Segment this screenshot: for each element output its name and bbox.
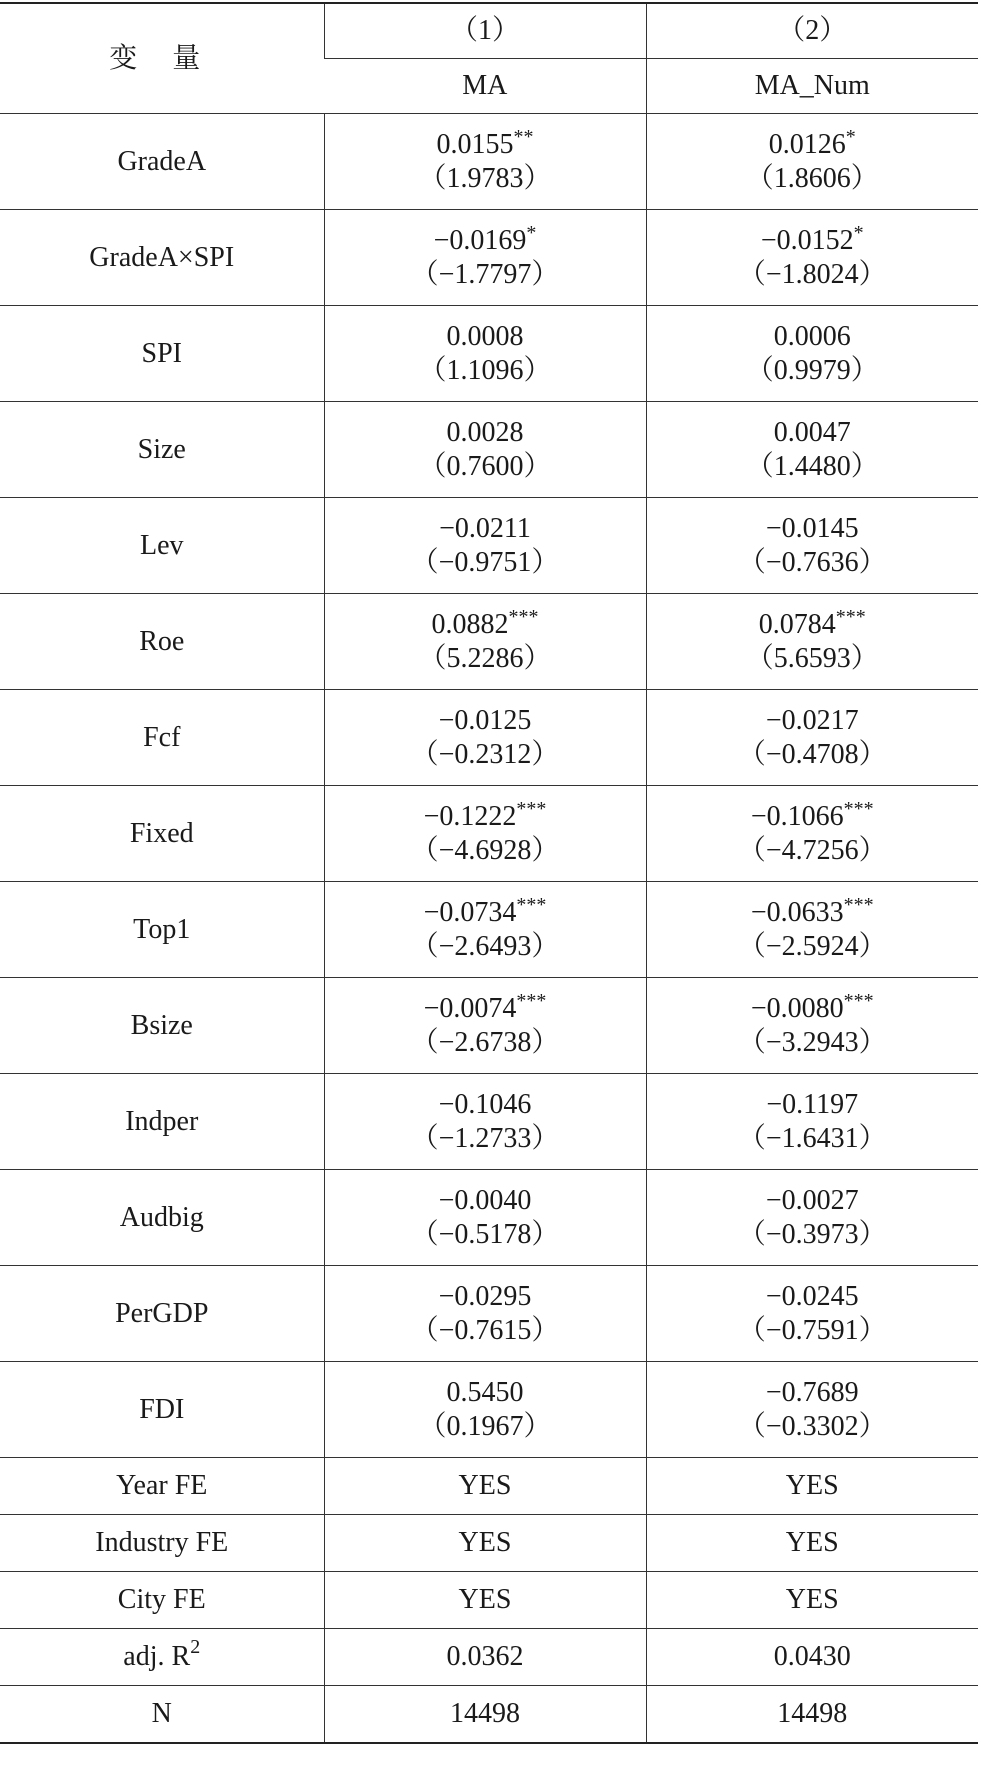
significance-stars: ** bbox=[513, 125, 534, 148]
variable-name: GradeA bbox=[0, 114, 324, 210]
coefficient-line bbox=[647, 416, 979, 450]
estimate-cell-2 bbox=[646, 210, 978, 306]
estimate-cell-1 bbox=[324, 402, 646, 498]
variable-name: Fixed bbox=[0, 786, 324, 882]
regression-table bbox=[0, 2, 978, 1744]
t-statistic: （−0.5178） bbox=[410, 1218, 560, 1250]
summary-label-text: City FE bbox=[117, 1584, 206, 1615]
t-statistic: （5.6593） bbox=[745, 642, 879, 674]
estimate-cell-1 bbox=[324, 1266, 646, 1362]
coefficient-line bbox=[325, 1088, 646, 1122]
summary-value-1: 14498 bbox=[324, 1686, 646, 1744]
coefficient-line bbox=[647, 221, 979, 258]
estimate-cell-1 bbox=[324, 786, 646, 882]
coefficient-value: −0.0074 bbox=[423, 992, 517, 1024]
t-statistic: （0.1967） bbox=[418, 1410, 552, 1442]
t-statistic: （−2.6493） bbox=[410, 930, 560, 962]
coefficient-line bbox=[325, 1184, 646, 1218]
variable-name: GradeA×SPI bbox=[0, 210, 324, 306]
estimate-cell-2 bbox=[646, 882, 978, 978]
coefficient-line bbox=[647, 1280, 979, 1314]
coefficient-value: 0.0047 bbox=[773, 416, 851, 448]
summary-value-1: YES bbox=[324, 1515, 646, 1572]
estimate-cell-2 bbox=[646, 594, 978, 690]
estimate-cell-2 bbox=[646, 1362, 978, 1458]
summary-label-text: N bbox=[151, 1698, 172, 1729]
table-row bbox=[0, 882, 978, 978]
table-row bbox=[0, 402, 978, 498]
coefficient-value: 0.0882 bbox=[431, 608, 509, 640]
t-statistic: （5.2286） bbox=[418, 642, 552, 674]
summary-value-1: 0.0362 bbox=[324, 1629, 646, 1686]
table-row bbox=[0, 1170, 978, 1266]
coefficient-value: 0.0126 bbox=[768, 128, 846, 160]
coefficient-line bbox=[325, 416, 646, 450]
coefficient-line bbox=[325, 1280, 646, 1314]
coefficient-value: −0.0245 bbox=[765, 1280, 859, 1312]
t-statistic: （−1.8024） bbox=[737, 258, 887, 290]
estimate-cell-2 bbox=[646, 786, 978, 882]
column-number-2: （2） bbox=[646, 3, 978, 59]
summary-label bbox=[0, 1515, 324, 1572]
t-statistic: （1.8606） bbox=[745, 162, 879, 194]
variable-name: PerGDP bbox=[0, 1266, 324, 1362]
summary-label-text: adj. R bbox=[123, 1641, 191, 1672]
summary-value-2: 0.0430 bbox=[646, 1629, 978, 1686]
variable-name: Audbig bbox=[0, 1170, 324, 1266]
table-row bbox=[0, 306, 978, 402]
coefficient-line bbox=[647, 893, 979, 930]
significance-stars: * bbox=[526, 221, 537, 244]
variable-name: Fcf bbox=[0, 690, 324, 786]
coefficient-line bbox=[647, 797, 979, 834]
coefficient-value: 0.5450 bbox=[446, 1376, 524, 1408]
t-statistic: （−0.7591） bbox=[737, 1314, 887, 1346]
estimate-cell-1 bbox=[324, 690, 646, 786]
estimate-cell-1 bbox=[324, 210, 646, 306]
t-statistic: （−2.5924） bbox=[737, 930, 887, 962]
coefficient-line bbox=[325, 221, 646, 258]
coefficient-line bbox=[647, 605, 979, 642]
coefficient-value: −0.0295 bbox=[438, 1280, 532, 1312]
estimate-cell-1 bbox=[324, 978, 646, 1074]
t-statistic: （−0.2312） bbox=[410, 738, 560, 770]
coefficient-value: 0.0008 bbox=[446, 320, 524, 352]
t-statistic: （0.7600） bbox=[418, 450, 552, 482]
column-number-1: （1） bbox=[324, 3, 646, 59]
coefficient-line bbox=[325, 125, 646, 162]
coefficient-value: 0.0155 bbox=[436, 128, 514, 160]
estimate-cell-2 bbox=[646, 1074, 978, 1170]
table-row bbox=[0, 786, 978, 882]
coefficient-value: −0.1222 bbox=[423, 800, 517, 832]
estimate-cell-2 bbox=[646, 1266, 978, 1362]
estimate-cell-2 bbox=[646, 402, 978, 498]
coefficient-value: −0.0080 bbox=[750, 992, 844, 1024]
summary-value-2: YES bbox=[646, 1572, 978, 1629]
summary-row bbox=[0, 1515, 978, 1572]
coefficient-value: 0.0006 bbox=[773, 320, 851, 352]
summary-row bbox=[0, 1572, 978, 1629]
coefficient-line bbox=[647, 1376, 979, 1410]
table-row bbox=[0, 114, 978, 210]
t-statistic: （−3.2943） bbox=[737, 1026, 887, 1058]
coefficient-line bbox=[647, 125, 979, 162]
variable-name: Roe bbox=[0, 594, 324, 690]
t-statistic: （1.4480） bbox=[745, 450, 879, 482]
summary-value-1: YES bbox=[324, 1572, 646, 1629]
t-statistic: （−1.7797） bbox=[410, 258, 560, 290]
t-statistic: （−1.2733） bbox=[410, 1122, 560, 1154]
t-statistic: （−2.6738） bbox=[410, 1026, 560, 1058]
estimate-cell-1 bbox=[324, 1362, 646, 1458]
coefficient-value: −0.0633 bbox=[750, 896, 844, 928]
coefficient-line bbox=[325, 605, 646, 642]
significance-stars: * bbox=[845, 125, 856, 148]
coefficient-value: −0.0145 bbox=[765, 512, 859, 544]
t-statistic: （−0.3302） bbox=[737, 1410, 887, 1442]
significance-stars: *** bbox=[516, 797, 547, 820]
summary-label bbox=[0, 1686, 324, 1744]
t-statistic: （−0.4708） bbox=[737, 738, 887, 770]
summary-label bbox=[0, 1572, 324, 1629]
variable-name: Lev bbox=[0, 498, 324, 594]
estimate-cell-1 bbox=[324, 594, 646, 690]
coefficient-value: −0.0152 bbox=[760, 224, 854, 256]
variable-name: Indper bbox=[0, 1074, 324, 1170]
t-statistic: （−0.9751） bbox=[410, 546, 560, 578]
summary-row bbox=[0, 1458, 978, 1515]
significance-stars: *** bbox=[508, 605, 539, 628]
coefficient-line bbox=[325, 989, 646, 1026]
summary-value-2: YES bbox=[646, 1515, 978, 1572]
t-statistic: （−4.7256） bbox=[737, 834, 887, 866]
coefficient-line bbox=[325, 1376, 646, 1410]
significance-stars: *** bbox=[516, 893, 547, 916]
table-row bbox=[0, 690, 978, 786]
t-statistic: （−4.6928） bbox=[410, 834, 560, 866]
header-row-column-numbers bbox=[0, 3, 978, 59]
summary-value-2: 14498 bbox=[646, 1686, 978, 1744]
estimate-cell-2 bbox=[646, 114, 978, 210]
significance-stars: *** bbox=[843, 893, 874, 916]
estimate-cell-1 bbox=[324, 306, 646, 402]
variable-name: Size bbox=[0, 402, 324, 498]
estimate-cell-1 bbox=[324, 882, 646, 978]
t-statistic: （−1.6431） bbox=[737, 1122, 887, 1154]
variable-name: SPI bbox=[0, 306, 324, 402]
significance-stars: *** bbox=[843, 989, 874, 1012]
summary-value-1: YES bbox=[324, 1458, 646, 1515]
coefficient-value: −0.0734 bbox=[423, 896, 517, 928]
table-row bbox=[0, 210, 978, 306]
estimate-cell-2 bbox=[646, 1170, 978, 1266]
table-row bbox=[0, 1362, 978, 1458]
variable-name: Top1 bbox=[0, 882, 324, 978]
estimate-cell-1 bbox=[324, 498, 646, 594]
estimate-cell-1 bbox=[324, 114, 646, 210]
dependent-variable-1: MA bbox=[324, 59, 646, 114]
estimate-cell-1 bbox=[324, 1170, 646, 1266]
table-row bbox=[0, 1074, 978, 1170]
summary-label-text: Industry FE bbox=[95, 1527, 229, 1558]
significance-stars: * bbox=[853, 221, 864, 244]
coefficient-line bbox=[325, 704, 646, 738]
coefficient-line bbox=[325, 797, 646, 834]
t-statistic: （1.9783） bbox=[418, 162, 552, 194]
coefficient-line bbox=[647, 320, 979, 354]
estimate-cell-1 bbox=[324, 1074, 646, 1170]
t-statistic: （1.1096） bbox=[418, 354, 552, 386]
summary-label bbox=[0, 1458, 324, 1515]
coefficient-value: −0.0169 bbox=[433, 224, 527, 256]
coefficient-value: 0.0784 bbox=[758, 608, 836, 640]
coefficient-value: −0.1066 bbox=[750, 800, 844, 832]
table-row bbox=[0, 594, 978, 690]
summary-label bbox=[0, 1629, 324, 1686]
dependent-variable-2: MA_Num bbox=[646, 59, 978, 114]
variable-name: Bsize bbox=[0, 978, 324, 1074]
estimate-cell-2 bbox=[646, 690, 978, 786]
table-body bbox=[0, 114, 978, 1744]
coefficient-value: −0.0040 bbox=[438, 1184, 532, 1216]
coefficient-line bbox=[647, 512, 979, 546]
coefficient-line bbox=[325, 320, 646, 354]
superscript: 2 bbox=[190, 1636, 201, 1658]
table-row bbox=[0, 1266, 978, 1362]
coefficient-line bbox=[325, 512, 646, 546]
significance-stars: *** bbox=[516, 989, 547, 1012]
significance-stars: *** bbox=[835, 605, 866, 628]
t-statistic: （−0.3973） bbox=[737, 1218, 887, 1250]
coefficient-line bbox=[647, 704, 979, 738]
table-row bbox=[0, 978, 978, 1074]
coefficient-value: −0.0027 bbox=[765, 1184, 859, 1216]
estimate-cell-2 bbox=[646, 498, 978, 594]
t-statistic: （−0.7615） bbox=[410, 1314, 560, 1346]
coefficient-line bbox=[647, 989, 979, 1026]
table-row bbox=[0, 498, 978, 594]
estimate-cell-2 bbox=[646, 978, 978, 1074]
coefficient-line bbox=[647, 1184, 979, 1218]
t-statistic: （0.9979） bbox=[745, 354, 879, 386]
coefficient-value: 0.0028 bbox=[446, 416, 524, 448]
t-statistic: （−0.7636） bbox=[737, 546, 887, 578]
variable-header: 变 量 bbox=[0, 3, 324, 114]
summary-value-2: YES bbox=[646, 1458, 978, 1515]
summary-label-text: Year FE bbox=[116, 1470, 208, 1501]
coefficient-value: −0.0217 bbox=[765, 704, 859, 736]
coefficient-value: −0.7689 bbox=[765, 1376, 859, 1408]
coefficient-line bbox=[325, 893, 646, 930]
coefficient-line bbox=[647, 1088, 979, 1122]
coefficient-value: −0.0211 bbox=[439, 512, 531, 544]
coefficient-value: −0.1046 bbox=[438, 1088, 532, 1120]
estimate-cell-2 bbox=[646, 306, 978, 402]
summary-row bbox=[0, 1686, 978, 1744]
coefficient-value: −0.1197 bbox=[766, 1088, 859, 1120]
significance-stars: *** bbox=[843, 797, 874, 820]
summary-row bbox=[0, 1629, 978, 1686]
coefficient-value: −0.0125 bbox=[438, 704, 532, 736]
variable-name: FDI bbox=[0, 1362, 324, 1458]
